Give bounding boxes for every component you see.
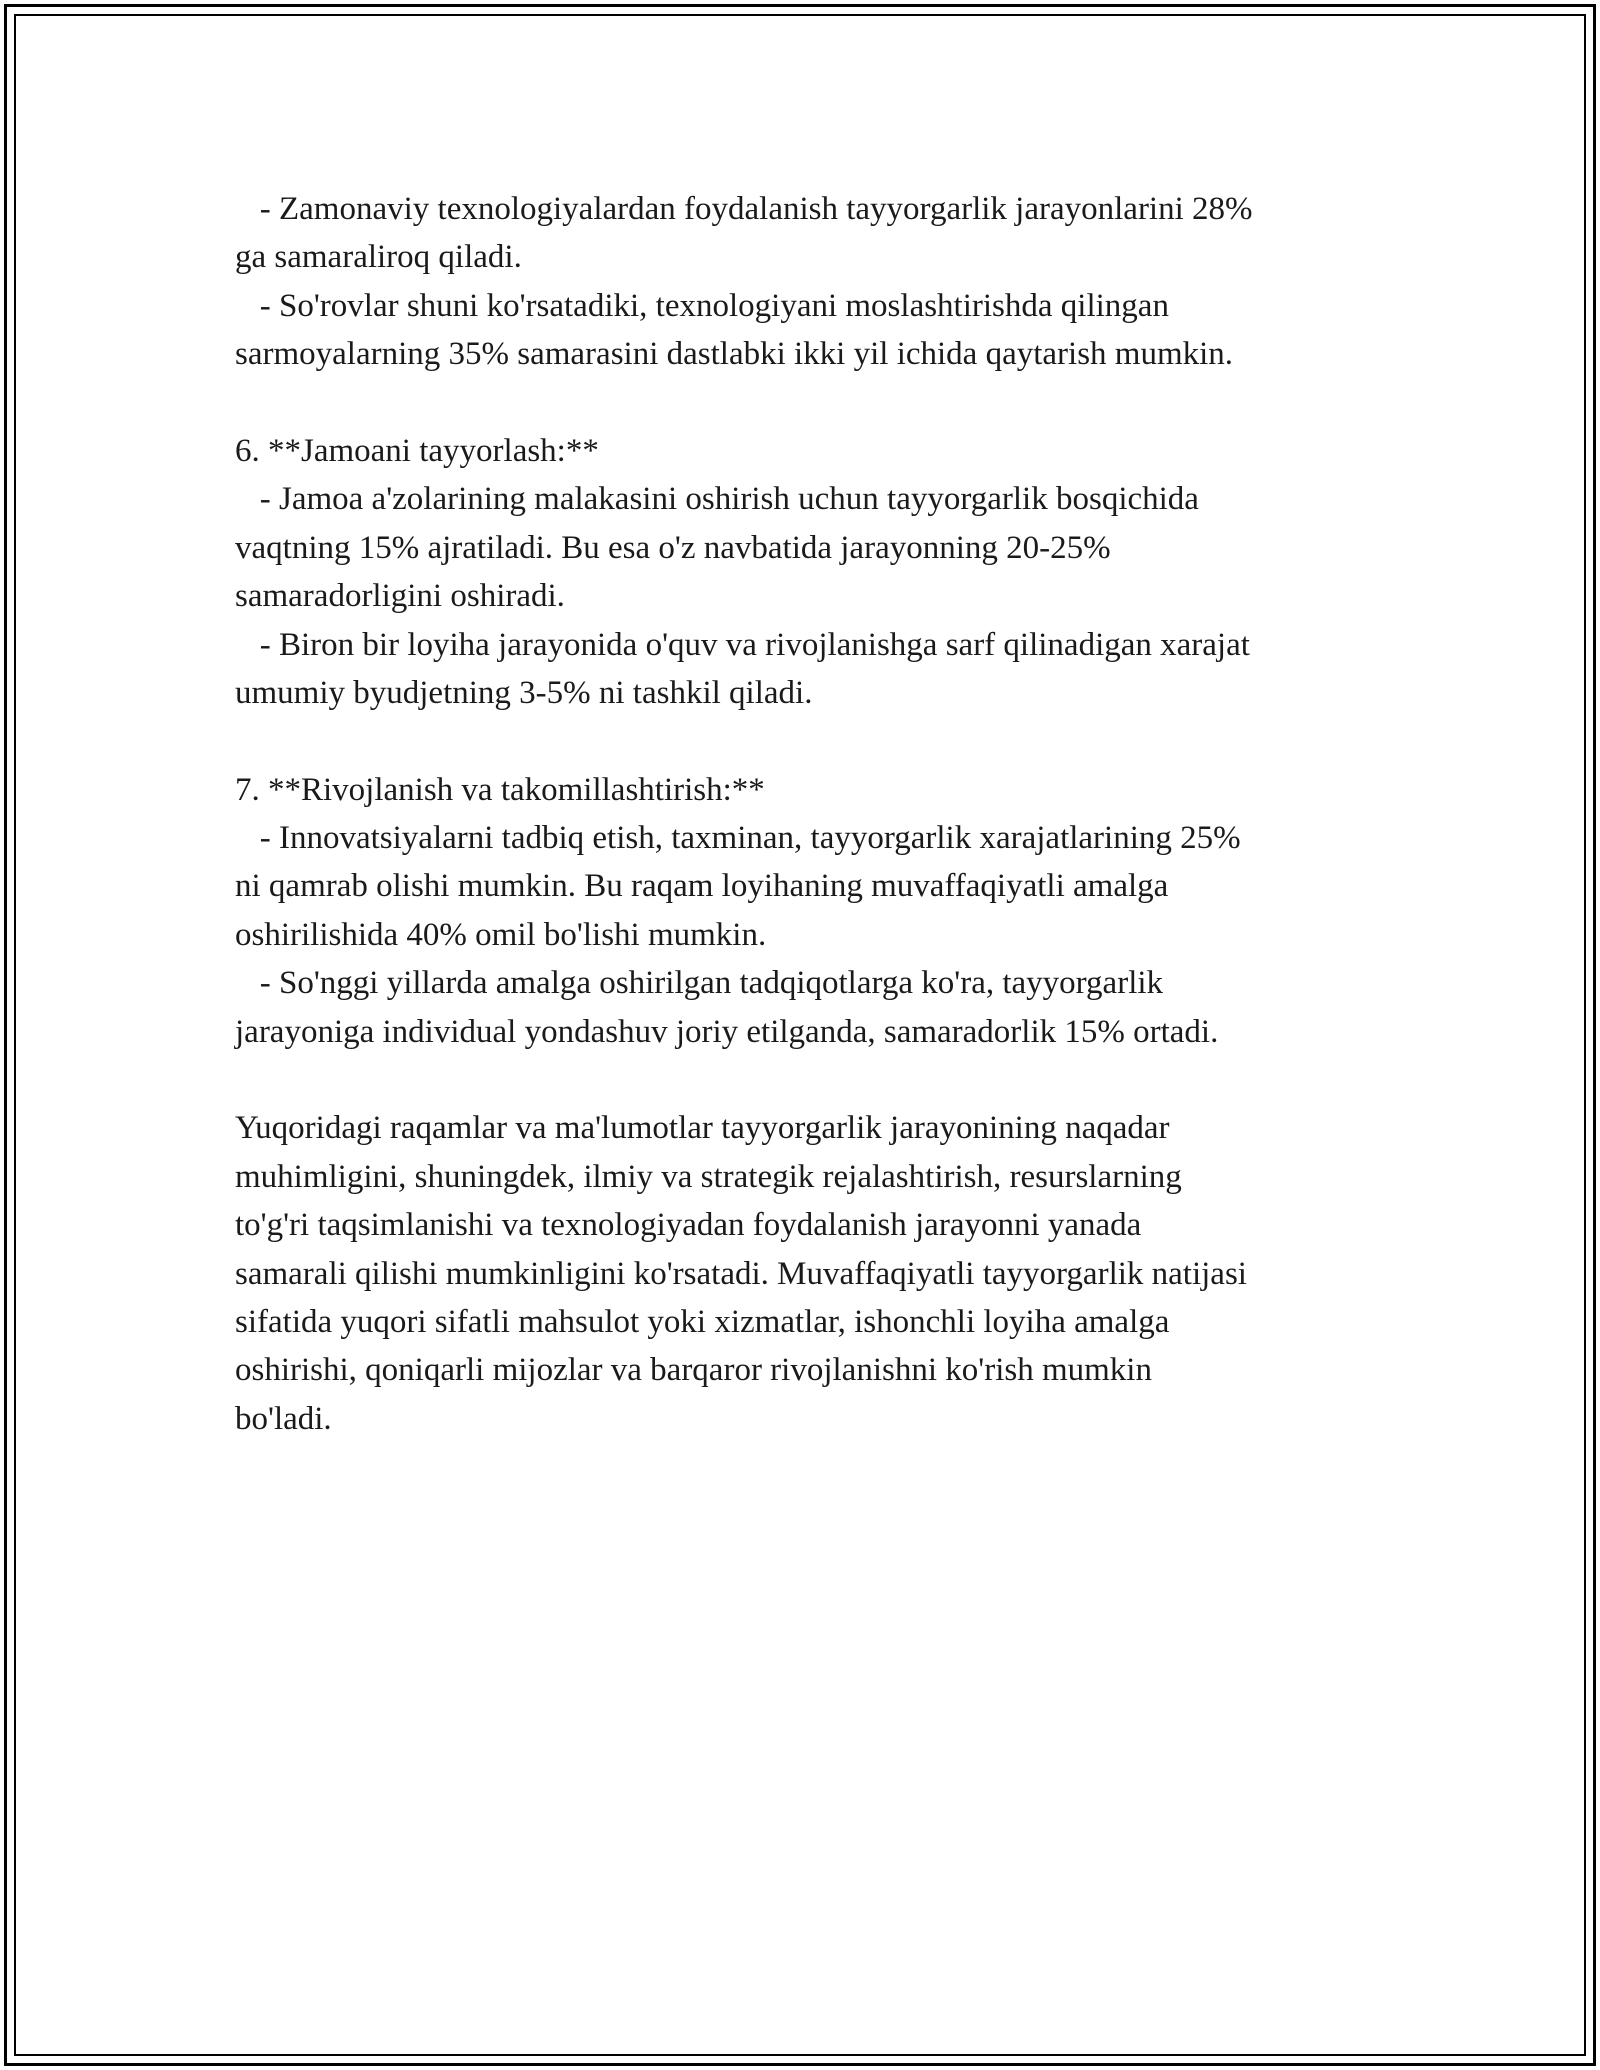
text-line: sifatida yuqori sifatli mahsulot yoki xizmatlar, ishonchli loyiha amalga — [235, 1303, 1170, 1340]
section-heading: 6. **Jamoani tayyorlash:** — [235, 432, 599, 469]
text-line: vaqtning 15% ajratiladi. Bu esa o'z navbatida jarayonning 20-25% — [235, 529, 1111, 566]
text-line: Yuqoridagi raqamlar va ma'lumotlar tayyorgarlik jarayonining naqadar — [235, 1110, 1170, 1147]
text-line: sarmoyalarning 35% samarasini dastlabki ikki yil ichida qaytarish mumkin. — [235, 336, 1234, 373]
text-line: umumiy byudjetning 3-5% ni tashkil qiladi. — [235, 674, 813, 711]
text-line: - Jamoa a'zolarining malakasini oshirish uchun tayyorgarlik bosqichida — [235, 481, 1199, 518]
text-line: bo'ladi. — [235, 1400, 332, 1437]
paragraph-gap — [235, 1056, 1375, 1104]
text-line: samaradorligini oshiradi. — [235, 578, 565, 615]
text-line: ni qamrab olishi mumkin. Bu raqam loyihaning muvaffaqiyatli amalga — [235, 868, 1169, 905]
text-line: - Biron bir loyiha jarayonida o'quv va rivojlanishga sarf qilinadigan xarajat — [235, 626, 1250, 663]
document-body — [235, 185, 1375, 1443]
text-line: muhimligini, shuningdek, ilmiy va strategik rejalashtirish, resurslarning — [235, 1158, 1182, 1195]
text-line: to'g'ri taqsimlanishi va texnologiyadan foydalanish jarayonni yanada — [235, 1207, 1142, 1244]
text-line: oshirishi, qoniqarli mijozlar va barqaror rivojlanishni ko'rish mumkin — [235, 1352, 1152, 1389]
text-line: jarayoniga individual yondashuv joriy etilganda, samaradorlik 15% ortadi. — [235, 1013, 1219, 1050]
text-line: ga samaraliroq qiladi. — [235, 239, 522, 276]
text-line: - Zamonaviy texnologiyalardan foydalanish tayyorgarlik jarayonlarini 28% — [235, 191, 1253, 227]
paragraph-gap — [235, 379, 1375, 427]
text-line: oshirilishida 40% omil bo'lishi mumkin. — [235, 916, 767, 953]
paragraph-gap — [235, 717, 1375, 765]
text-line: - So'rovlar shuni ko'rsatadiki, texnologiyani moslashtirishda qilingan — [235, 287, 1169, 324]
text-line: samarali qilishi mumkinligini ko'rsatadi. Muvaffaqiyatli tayyorgarlik natijasi — [235, 1255, 1247, 1292]
text-line: - Innovatsiyalarni tadbiq etish, taxminan, tayyorgarlik xarajatlarining 25% — [235, 820, 1241, 857]
section-heading: 7. **Rivojlanish va takomillashtirish:** — [235, 771, 765, 808]
text-line: - So'nggi yillarda amalga oshirilgan tadqiqotlarga ko'ra, tayyorgarlik — [235, 965, 1164, 1002]
